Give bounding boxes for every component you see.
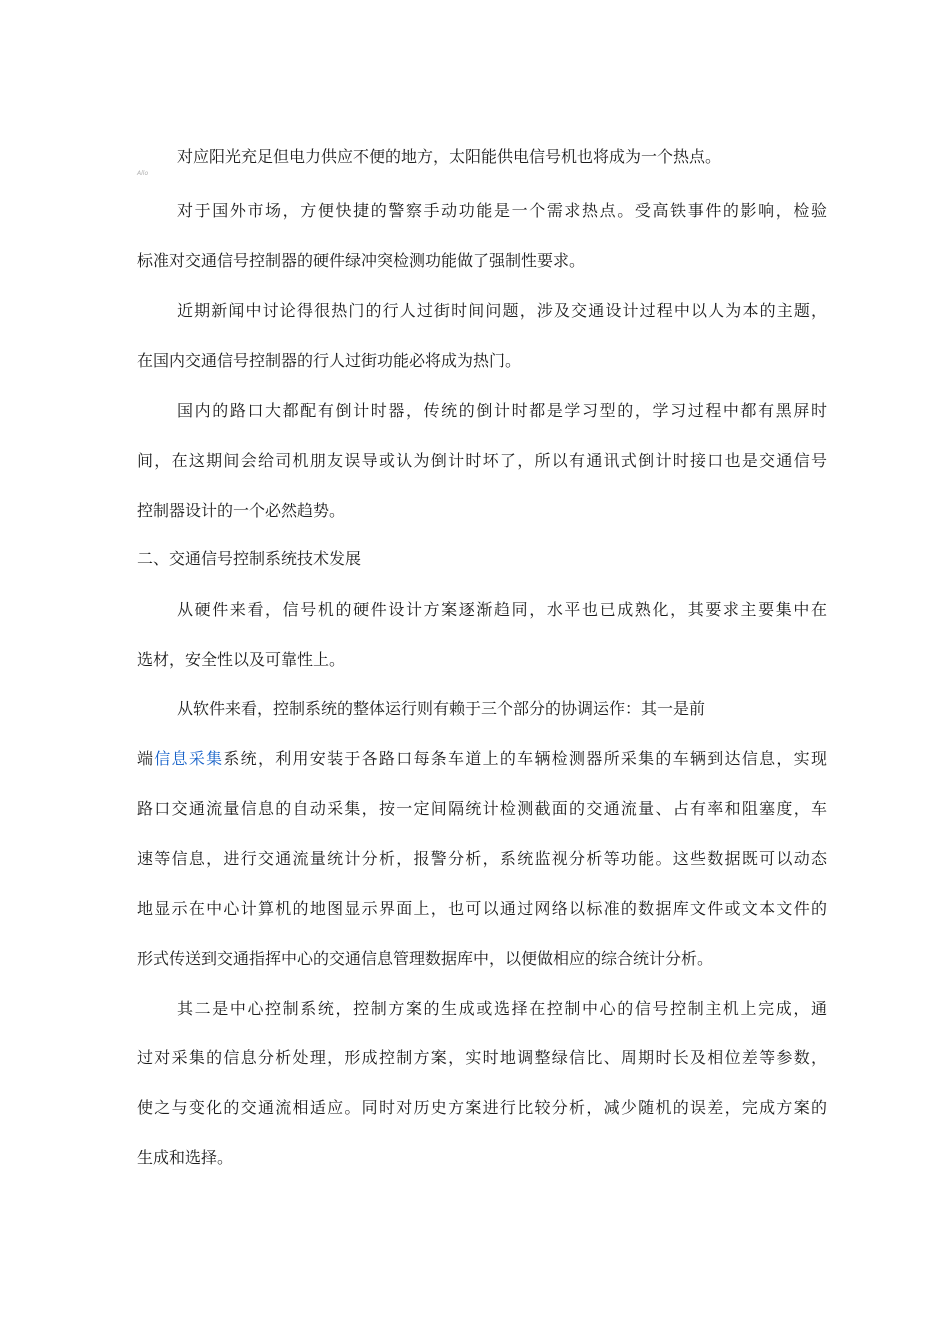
- paragraph-line: 从软件来看，控制系统的整体运行则有赖于三个部分的协调运作：其一是前: [177, 699, 706, 718]
- text-segment: 系统，利用安装于各路口每条车道上的车辆检测器所采集的车辆到达信息，实现: [223, 749, 827, 768]
- paragraph-line: 生成和选择。: [137, 1148, 234, 1167]
- paragraph-line: 控制器设计的一个必然趋势。: [137, 501, 346, 520]
- paragraph-line: 路口交通流量信息的自动采集，按一定间隔统计检测截面的交通流量、占有率和阻塞度，车: [137, 799, 827, 818]
- section-heading: 二、交通信号控制系统技术发展: [137, 549, 362, 568]
- paragraph-line: 使之与变化的交通流相适应。同时对历史方案进行比较分析，减少随机的误差，完成方案的: [137, 1098, 827, 1117]
- paragraph-line: 其二是中心控制系统，控制方案的生成或选择在控制中心的信号控制主机上完成，通: [177, 999, 827, 1018]
- paragraph-line: 对应阳光充足但电力供应不便的地方，太阳能供电信号机也将成为一个热点。: [177, 147, 722, 166]
- paragraph-line: 对于国外市场，方便快捷的警察手动功能是一个需求热点。受高铁事件的影响，检验: [177, 201, 827, 220]
- paragraph-line-with-link: [137, 747, 827, 771]
- paragraph-line: 在国内交通信号控制器的行人过街功能必将成为热门。: [137, 351, 522, 370]
- text-segment: 端: [137, 749, 155, 768]
- info-collection-link[interactable]: 信息采集: [154, 749, 224, 768]
- small-mark: Allo: [137, 170, 149, 177]
- paragraph-line: 过对采集的信息分析处理，形成控制方案，实时地调整绿信比、周期时长及相位差等参数，: [137, 1048, 827, 1067]
- paragraph-line: 地显示在中心计算机的地图显示界面上，也可以通过网络以标准的数据库文件或文本文件的: [137, 899, 827, 918]
- paragraph-line: 国内的路口大都配有倒计时器，传统的倒计时都是学习型的，学习过程中都有黑屏时: [177, 401, 827, 420]
- paragraph-line: 选材，安全性以及可靠性上。: [137, 650, 346, 669]
- paragraph-line: 近期新闻中讨论得很热门的行人过街时间问题，涉及交通设计过程中以人为本的主题，: [177, 301, 827, 320]
- paragraph-line: 从硬件来看，信号机的硬件设计方案逐渐趋同，水平也已成熟化，其要求主要集中在: [177, 600, 827, 619]
- paragraph-line: 标准对交通信号控制器的硬件绿冲突检测功能做了强制性要求。: [137, 251, 586, 270]
- paragraph-line: 形式传送到交通指挥中心的交通信息管理数据库中，以便做相应的综合统计分析。: [137, 949, 714, 968]
- paragraph-line: 间，在这期间会给司机朋友误导或认为倒计时坏了，所以有通讯式倒计时接口也是交通信号: [137, 451, 827, 470]
- paragraph-line: 速等信息，进行交通流量统计分析，报警分析，系统监视分析等功能。这些数据既可以动态: [137, 849, 827, 868]
